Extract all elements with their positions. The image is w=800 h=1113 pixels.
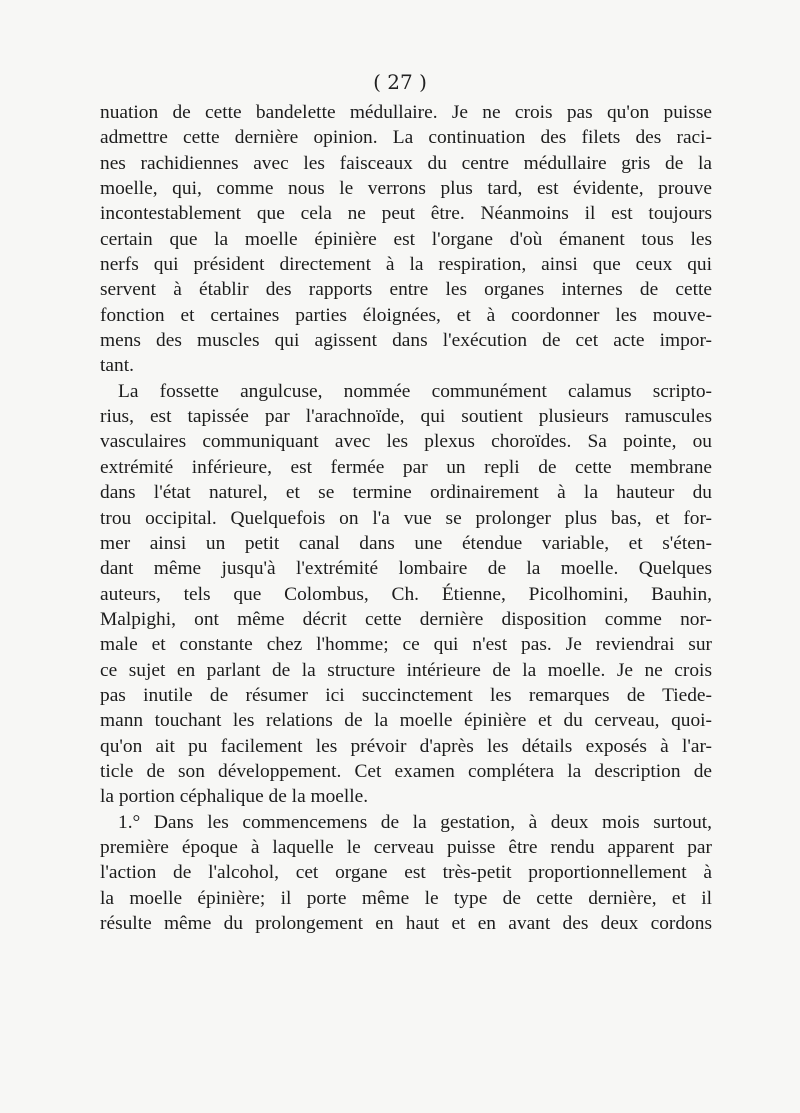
text-line: 1.° Dans les commencemens de la gestation, à deux mois surtout, <box>118 811 712 833</box>
text-line: ticle de son développement. Cet examen complétera la description de <box>100 760 712 782</box>
text-line: la portion céphalique de la moelle. <box>100 786 369 808</box>
text-line: certain que la moelle épinière est l'organe d'où émanent tous les <box>100 228 712 250</box>
text-line: tant. <box>100 355 134 377</box>
text-line: dant même jusqu'à l'extrémité lombaire de la moelle. Quelques <box>100 558 712 580</box>
text-line: rius, est tapissée par l'arachnoïde, qui soutient plusieurs ramuscules <box>100 406 712 428</box>
text-line: qu'on ait pu facilement les prévoir d'après les détails exposés à l'ar- <box>100 735 712 757</box>
text-line: mann touchant les relations de la moelle épinière et du cerveau, quoi- <box>100 710 712 732</box>
body-text <box>100 100 712 936</box>
page-number: ( 27 ) <box>373 70 427 94</box>
text-line: la moelle épinière; il porte même le type de cette dernière, et il <box>100 887 712 909</box>
text-line: La fossette angulcuse, nommée communément calamus scripto- <box>118 380 712 402</box>
text-line: Malpighi, ont même décrit cette dernière disposition comme nor- <box>100 608 712 630</box>
text-line: auteurs, tels que Colombus, Ch. Étienne, Picolhomini, Bauhin, <box>100 583 712 605</box>
text-line: résulte même du prolongement en haut et en avant des deux cordons <box>100 913 712 934</box>
text-line: servent à établir des rapports entre les organes internes de cette <box>100 279 712 301</box>
text-line: vasculaires communiquant avec les plexus choroïdes. Sa pointe, ou <box>100 431 712 453</box>
text-line: incontestablement que cela ne peut être. Néanmoins il est toujours <box>100 203 712 225</box>
text-line: male et constante chez l'homme; ce qui n'est pas. Je reviendrai sur <box>100 634 712 656</box>
text-line: mens des muscles qui agissent dans l'exécution de cet acte impor- <box>100 330 712 352</box>
text-line: dans l'état naturel, et se termine ordinairement à la hauteur du <box>100 482 712 504</box>
text-line: ce sujet en parlant de la structure intérieure de la moelle. Je ne crois <box>100 659 712 681</box>
text-line: première époque à laquelle le cerveau puisse être rendu apparent par <box>100 836 712 858</box>
text-line: trou occipital. Quelquefois on l'a vue se prolonger plus bas, et for- <box>100 507 712 529</box>
text-line: nuation de cette bandelette médullaire. Je ne crois pas qu'on puisse <box>100 102 712 123</box>
text-line: l'action de l'alcohol, cet organe est très-petit proportionnellement à <box>100 862 712 884</box>
text-line: moelle, qui, comme nous le verrons plus tard, est évidente, prouve <box>100 178 712 200</box>
text-line: fonction et certaines parties éloignées, et à coordonner les mouve- <box>100 304 712 326</box>
text-line: mer ainsi un petit canal dans une étendue variable, et s'éten- <box>100 532 712 554</box>
text-line: admettre cette dernière opinion. La continuation des filets des raci- <box>100 127 712 149</box>
text-line: pas inutile de résumer ici succinctement les remarques de Tiede- <box>100 684 712 706</box>
text-line: nes rachidiennes avec les faisceaux du centre médullaire gris de la <box>100 152 712 174</box>
text-line: nerfs qui président directement à la respiration, ainsi que ceux qui <box>100 254 712 276</box>
text-line: extrémité inférieure, est fermée par un repli de cette membrane <box>100 456 712 478</box>
